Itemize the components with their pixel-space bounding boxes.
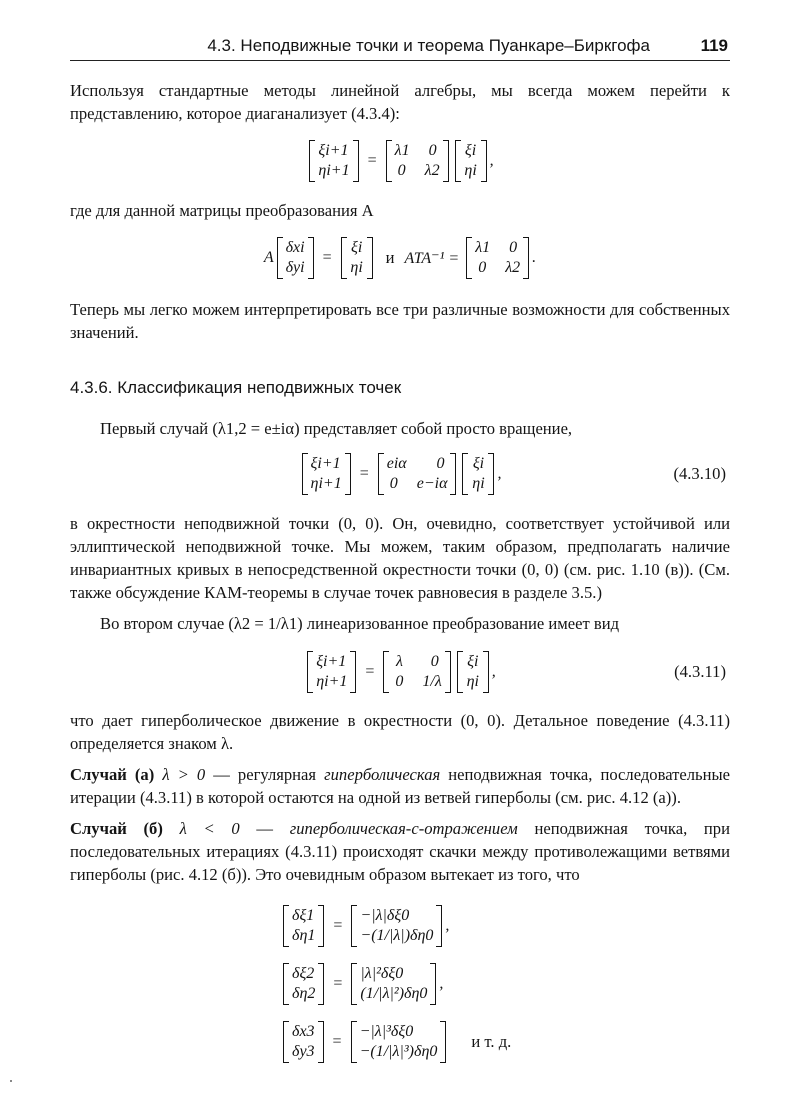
similarity-expression: ATA⁻¹ = (404, 250, 460, 267)
punctuation: , (497, 465, 502, 482)
text-run: — регулярная (205, 765, 325, 784)
case-b-label: Случай (б) (70, 819, 163, 838)
text-run: неподвижная точка, последовательные итерации (4.3.11) в которой остаются на одной из ветвей гиперболы (см. рис. 4.12 (а)). (70, 765, 730, 807)
matrix-entry: λ1 (475, 239, 491, 256)
term-italic: гиперболическая-с-отражением (289, 819, 518, 838)
equation-iteration-3 (70, 1014, 730, 1070)
matrix-entry: λ2 (505, 259, 521, 276)
matrix-entry: λ (395, 653, 403, 670)
paragraph-case2: Во втором случае (λ2 = 1/λ1) линеаризованное преобразование имеет вид (100, 614, 620, 633)
page (70, 30, 730, 1070)
matrix-entry: ξi (350, 239, 363, 256)
case-b-condition: λ < 0 (179, 819, 240, 838)
matrix-lhs (302, 453, 351, 495)
paragraph-transform: где для данной матрицы преобразования A (70, 201, 374, 220)
equation-iteration-1 (70, 898, 730, 954)
text-run: неподвижная точка, при последовательных итерациях (4.3.11) происходят скачки между противолежащими ветвями гиперболы (рис. 4.12 (б)). Это очевидным образом вытекает из того, что (70, 819, 730, 884)
matrix-eigen (386, 140, 449, 182)
matrix-rhs (455, 140, 487, 182)
matrix-entry: e−iα (416, 475, 448, 492)
equals-sign: = (365, 663, 375, 680)
text-run: — (239, 819, 290, 838)
matrix-entry: (1/|λ|²)δη0 (360, 985, 428, 1002)
matrix-entry: δξ1 (292, 907, 315, 924)
matrix-entry: 0 (430, 653, 439, 670)
matrix-entry: δy3 (292, 1043, 315, 1060)
equals-sign: = (367, 152, 377, 169)
equation-number: (4.3.10) (673, 464, 726, 483)
paragraph-intro: Используя стандартные методы линейной алгебры, мы всегда можем перейти к представлению, которое диаганализует (4.3.4): (70, 81, 730, 123)
matrix-entry: ηi (464, 162, 477, 179)
matrix-entry: ηi (350, 259, 363, 276)
matrix-entry: |λ|²δξ0 (360, 965, 404, 982)
matrix-entry: ηi (472, 475, 485, 492)
running-head-title: 4.3. Неподвижные точки и теорема Пуанкаре–Биркгофа (207, 36, 650, 55)
matrix-lhs (283, 1021, 324, 1063)
matrix-entry: ηi+1 (310, 475, 342, 492)
equals-sign: = (333, 975, 343, 992)
case-a-condition: λ > 0 (162, 765, 206, 784)
section-heading: 4.3.6. Классификация неподвижных точек (70, 378, 402, 397)
matrix-entry: −|λ|³δξ0 (359, 1023, 414, 1040)
matrix-entry: ηi+1 (318, 162, 350, 179)
matrix-rhs (341, 237, 373, 279)
matrix-rhs (351, 963, 436, 1005)
punctuation: , (439, 975, 444, 992)
paragraph-case-b (70, 817, 730, 886)
matrix-entry: λ1 (394, 142, 410, 159)
symbol-a: A (263, 249, 274, 266)
matrix-entry: ξi+1 (310, 455, 341, 472)
matrix-hyperbolic (383, 651, 450, 693)
matrix-entry: ηi+1 (316, 673, 348, 690)
equals-sign: = (359, 465, 369, 482)
equals-sign: = (332, 1033, 342, 1050)
matrix-entry: 0 (428, 142, 437, 159)
matrix-entry: 0 (395, 673, 404, 690)
matrix-rhs (351, 905, 442, 947)
equation-4-3-11 (70, 641, 730, 703)
matrix-entry: δξ2 (292, 965, 315, 982)
paragraph-case1: Первый случай (λ1,2 = e±iα) представляет собой просто вращение, (100, 419, 573, 438)
matrix-entry: 0 (509, 239, 518, 256)
equation-iteration-2 (70, 956, 730, 1012)
equation-number: (4.3.11) (674, 662, 726, 681)
matrix-lhs (283, 963, 324, 1005)
matrix-entry: ξi (472, 455, 485, 472)
matrix-lhs (307, 651, 356, 693)
equation-transform (70, 228, 730, 288)
punctuation: . (532, 249, 537, 266)
matrix-entry: −(1/|λ|³)δη0 (359, 1043, 438, 1060)
matrix-entry: 0 (436, 455, 445, 472)
equals-sign: = (322, 249, 332, 266)
matrix-entry: δx3 (292, 1023, 315, 1040)
matrix-lhs (309, 140, 358, 182)
matrix-lhs (283, 905, 324, 947)
matrix-entry: −(1/|λ|)δη0 (360, 927, 434, 944)
matrix-entry: 0 (389, 475, 398, 492)
scan-speck (10, 1080, 12, 1082)
case-a-label: Случай (а) (70, 765, 155, 784)
paragraph-case-a (70, 763, 730, 809)
matrix-entry: λ2 (424, 162, 440, 179)
conjunction: и (385, 248, 395, 267)
equation-4-3-10 (70, 444, 730, 504)
matrix-entry: δη2 (292, 985, 316, 1002)
term-italic: гиперболическая (324, 765, 441, 784)
punctuation: , (445, 917, 450, 934)
matrix-entry: ξi (467, 653, 479, 670)
punctuation: , (491, 663, 496, 680)
matrix-entry: 0 (478, 259, 487, 276)
paragraph-interpret: Теперь мы легко можем интерпретировать все три различные возможности для собственных значений. (70, 300, 730, 342)
matrix-entry: eiα (386, 455, 407, 472)
matrix-entry: 0 (397, 162, 406, 179)
matrix-entry: δη1 (292, 927, 316, 944)
matrix-entry: δyi (285, 259, 305, 276)
matrix-rhs (462, 453, 494, 495)
matrix-eigen (466, 237, 529, 279)
matrix-rhs (351, 1021, 447, 1063)
matrix-entry: δxi (285, 239, 305, 256)
punctuation: , (489, 152, 494, 169)
paragraph-elliptic: в окрестности неподвижной точки (0, 0). Он, очевидно, соответствует устойчивой или эллиптической неподвижной точке. Мы можем, таким образом, предполагать наличие инвариантных кривых в непосредственной окрестности точки (0, 0) (см. рис. 1.10 (в)). (См. также обсуждение КАМ-теоремы в случае точек равновесия в разделе 3.5.) (70, 514, 730, 602)
matrix-entry: −|λ|δξ0 (360, 907, 410, 924)
matrix-rotation (378, 453, 457, 495)
equals-sign: = (333, 917, 343, 934)
running-head (70, 30, 730, 61)
matrix-entry: 1/λ (422, 673, 442, 690)
matrix-entry: ξi+1 (318, 142, 349, 159)
matrix-entry: ηi (466, 673, 479, 690)
page-number: 119 (700, 36, 728, 55)
matrix-rhs (457, 651, 489, 693)
matrix-entry: ξi (464, 142, 477, 159)
etc-text: и т. д. (471, 1032, 512, 1051)
matrix-lhs (277, 237, 314, 279)
equation-diagonal-form (70, 131, 730, 191)
paragraph-hyperbolic: что дает гиперболическое движение в окрестности (0, 0). Детальное поведение (4.3.11) определяется знаком λ. (70, 711, 730, 753)
matrix-entry: ξi+1 (316, 653, 347, 670)
